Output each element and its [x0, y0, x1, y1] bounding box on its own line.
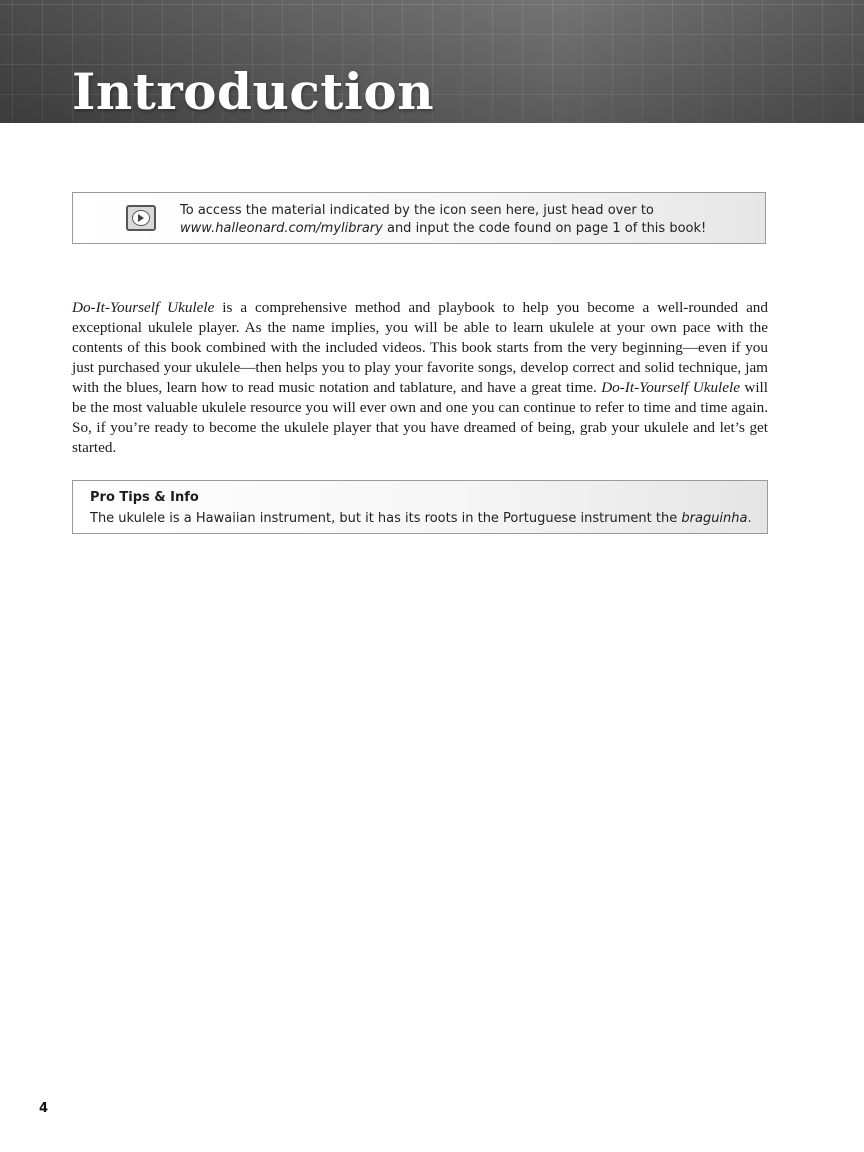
- chapter-title: Introduction: [72, 62, 435, 121]
- book-title: Do-It-Yourself Ukulele: [72, 299, 215, 316]
- access-text-after: and input the code found on page 1 of this book!: [382, 221, 707, 236]
- intro-text-1: is a comprehensive method and playbook to help you become a well-rounded and exceptional ukulele player. As the name implies, you will be able to learn ukulele at your own pace with the contents of this book combined with the included videos. This book starts from the very beginning—even if you just purchased your ukulele—then helps you to play your favorite songs, develop correct and solid technique, jam with the blues, learn how to read music notation and tablature, and have a great time.: [72, 299, 768, 396]
- pro-tips-title: Pro Tips & Info: [90, 490, 199, 505]
- chapter-header-banner: [0, 0, 864, 123]
- tip-text-after: .: [747, 511, 752, 526]
- tip-text-before: The ukulele is a Hawaiian instrument, but it has its roots in the Portuguese instrument the: [90, 511, 682, 526]
- tip-term: braguinha: [681, 511, 748, 526]
- book-title-repeat: Do-It-Yourself Ukulele: [601, 379, 740, 396]
- page-number: 4: [39, 1101, 49, 1116]
- pro-tips-text: [90, 510, 760, 528]
- introduction-paragraph: [72, 298, 768, 458]
- library-url: www.halleonard.com/mylibrary: [180, 221, 383, 236]
- online-access-text: [180, 202, 760, 238]
- media-play-icon: [126, 205, 156, 231]
- pro-tips-box: [72, 480, 768, 534]
- online-access-box: [72, 192, 766, 244]
- access-text-before: To access the material indicated by the icon seen here, just head over to: [180, 203, 654, 218]
- intro-text-2: will be the most valuable ukulele resource you will ever own and one you can continue to refer to time and time again. So, if you’re ready to become the ukulele player that you have dreamed of being, grab your ukulele and let’s get started.: [72, 379, 768, 456]
